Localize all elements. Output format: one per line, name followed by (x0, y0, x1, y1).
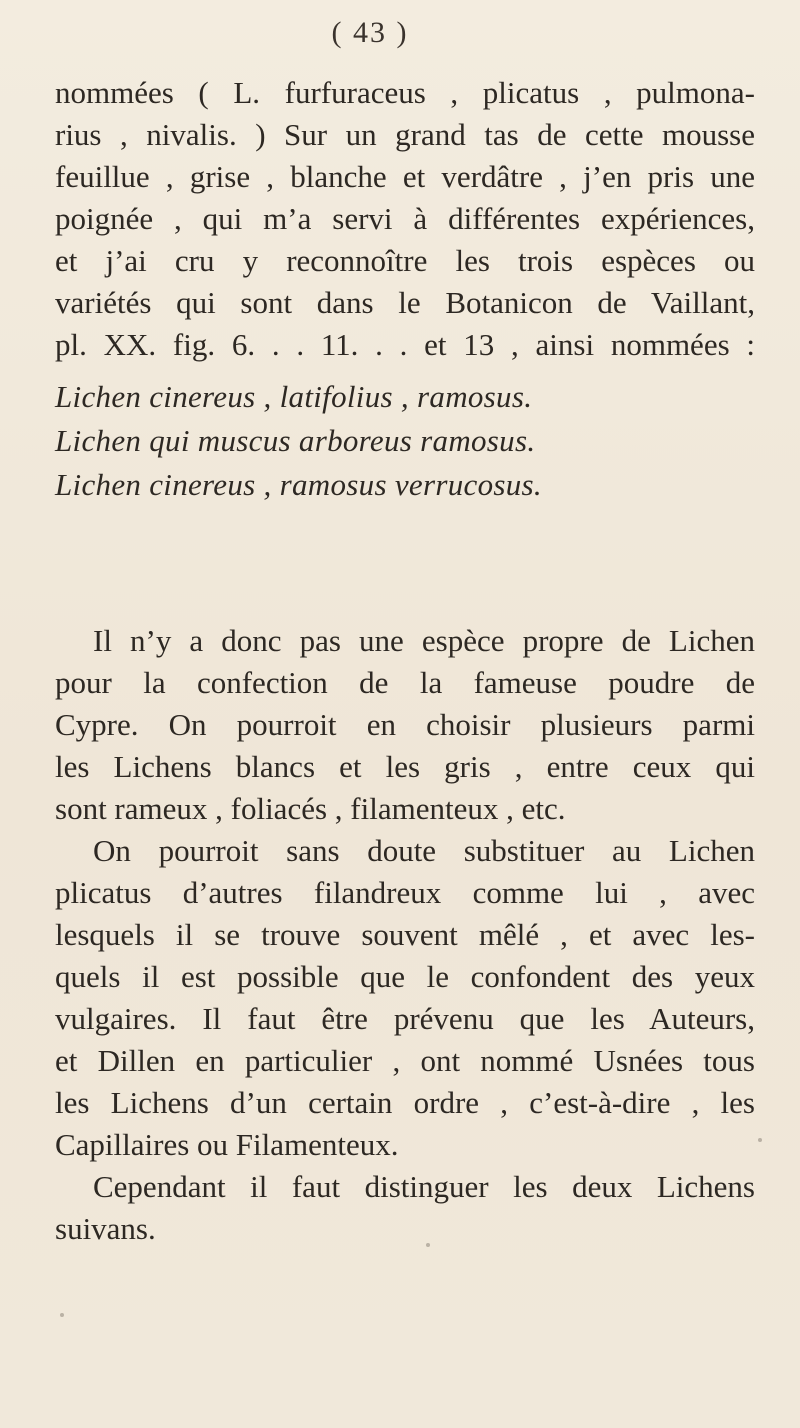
text-line: lesquels il se trouve souvent mêlé , et avec les- (55, 917, 755, 952)
text-line: plicatus d’autres filandreux comme lui , avec (55, 875, 755, 910)
text-line: sont rameux , foliacés , filamenteux , etc. (55, 791, 566, 826)
paragraph-1 (55, 72, 755, 366)
text-line: et Dillen en particulier , ont nommé Usnées tous (55, 1043, 755, 1078)
latin-names-list (55, 376, 755, 508)
text-line: quels il est possible que le confondent des yeux (55, 959, 755, 994)
text-line: variétés qui sont dans le Botanicon de Vaillant, (55, 285, 755, 320)
text-line: Il n’y a donc pas une espèce propre de Lichen (93, 623, 755, 658)
text-line: rius , nivalis. ) Sur un grand tas de cette mousse (55, 117, 755, 152)
text-line: suivans. (55, 1211, 156, 1246)
text-line: pour la confection de la fameuse poudre de (55, 665, 755, 700)
text-line: vulgaires. Il faut être prévenu que les Auteurs, (55, 1001, 755, 1036)
text-line: feuillue , grise , blanche et verdâtre , j’en pris une (55, 159, 755, 194)
text-line: pl. XX. fig. 6. . . 11. . . et 13 , ainsi nommées : (55, 327, 755, 362)
text-line: les Lichens blancs et les gris , entre ceux qui (55, 749, 755, 784)
text-line: poignée , qui m’a servi à différentes expériences, (55, 201, 755, 236)
text-line: On pourroit sans doute substituer au Lichen (93, 833, 755, 868)
latin-name: Lichen cinereus , latifolius , ramosus. (55, 379, 533, 414)
text-line: les Lichens d’un certain ordre , c’est-à-dire , les (55, 1085, 755, 1120)
latin-name: Lichen cinereus , ramosus verrucosus. (55, 467, 542, 502)
text-line: Cypre. On pourroit en choisir plusieurs parmi (55, 707, 755, 742)
body-text (55, 620, 755, 1250)
text-line: et j’ai cru y reconnoître les trois espèces ou (55, 243, 755, 278)
paper-speck (60, 1313, 64, 1317)
text-line: Capillaires ou Filamenteux. (55, 1127, 399, 1162)
latin-name: Lichen qui muscus arboreus ramosus. (55, 423, 536, 458)
page-number: ( 43 ) (331, 16, 409, 49)
paper-speck (758, 1138, 762, 1142)
text-line: Cependant il faut distinguer les deux Lichens (93, 1169, 755, 1204)
text-line: nommées ( L. furfuraceus , plicatus , pulmona- (55, 75, 755, 110)
paper-speck (426, 1243, 430, 1247)
